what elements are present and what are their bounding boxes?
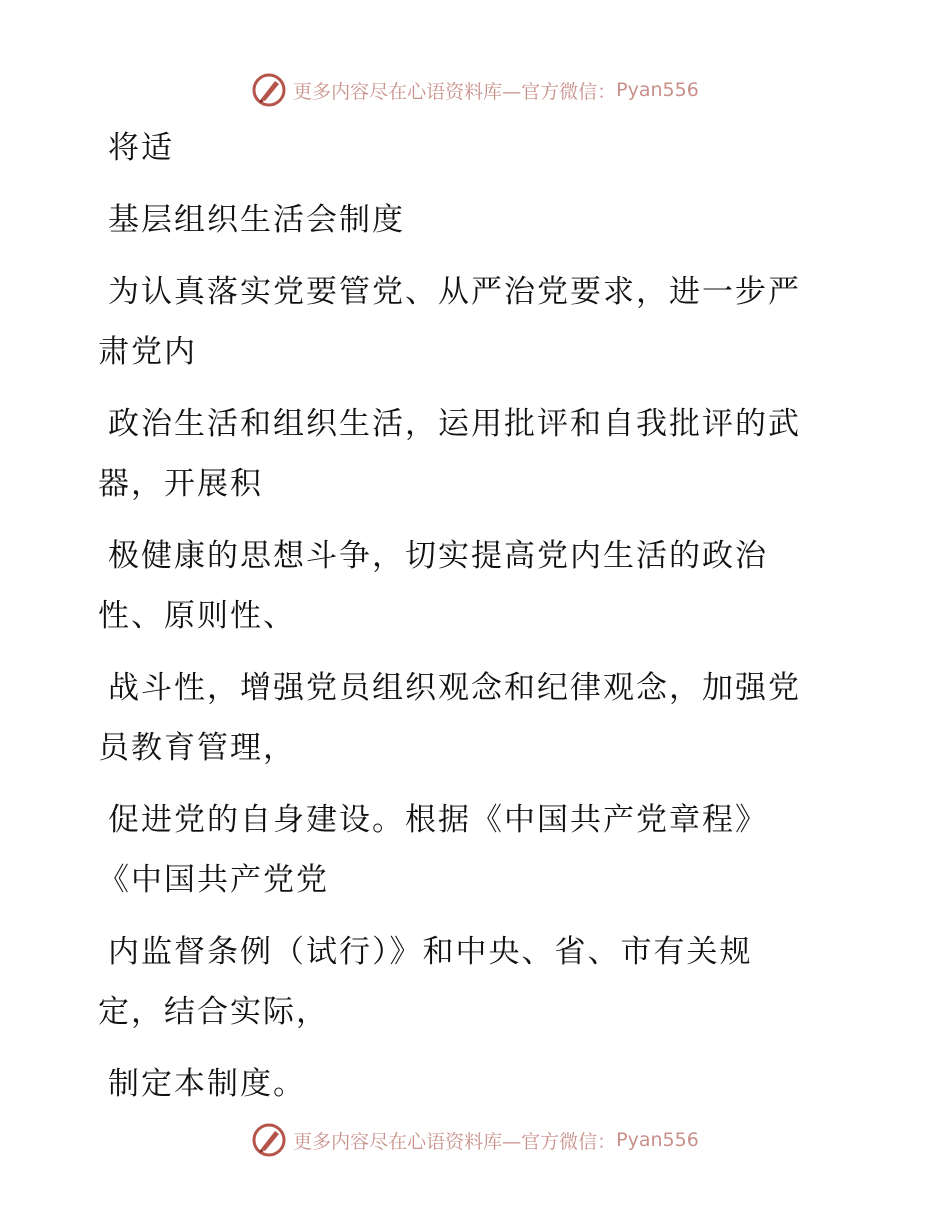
paragraph-line: 极健康的思想斗争，切实提高党内生活的政治 [108,538,768,574]
paragraph [98,658,838,778]
footer-wechat-id: Pyan556 [616,1129,699,1151]
pen-logo-icon [251,1122,287,1158]
footer-banner [0,1120,950,1160]
document-body [98,118,838,1126]
paragraph-line: 制定本制度。 [108,1066,306,1102]
header-wechat-id: Pyan556 [616,79,699,101]
paragraph-line: 内监督条例（试行）》和中央、省、市有关规 [108,934,753,970]
paragraph-line: 促进党的自身建设。根据《中国共产党章程》 [108,802,768,838]
paragraph [98,526,838,646]
header-banner-text: 更多内容尽在心语资料库—官方微信： [293,80,617,103]
pen-logo-icon [251,72,287,108]
paragraph-line: 《中国共产党党 [98,862,329,898]
paragraph [98,1054,838,1114]
paragraph-line: 定，结合实际， [98,994,329,1030]
paragraph [98,190,838,250]
paragraph-line: 基层组织生活会制度 [108,202,405,238]
paragraph [98,922,838,1042]
paragraph [98,262,838,382]
paragraph-line: 将适 [108,130,174,166]
paragraph-line: 政治生活和组织生活，运用批评和自我批评的武 [108,406,801,442]
footer-banner-text: 更多内容尽在心语资料库—官方微信： [293,1130,617,1153]
paragraph-line: 肃党内 [98,334,197,370]
paragraph-line: 战斗性，增强党员组织观念和纪律观念，加强党 [108,670,801,706]
paragraph [98,790,838,910]
paragraph-line: 员教育管理， [98,730,296,766]
header-banner [0,70,950,110]
paragraph-line: 性、原则性、 [98,598,296,634]
paragraph-line: 器，开展积 [98,466,263,502]
paragraph [98,394,838,514]
paragraph-line: 为认真落实党要管党、从严治党要求，进一步严 [108,274,801,310]
paragraph [98,118,838,178]
